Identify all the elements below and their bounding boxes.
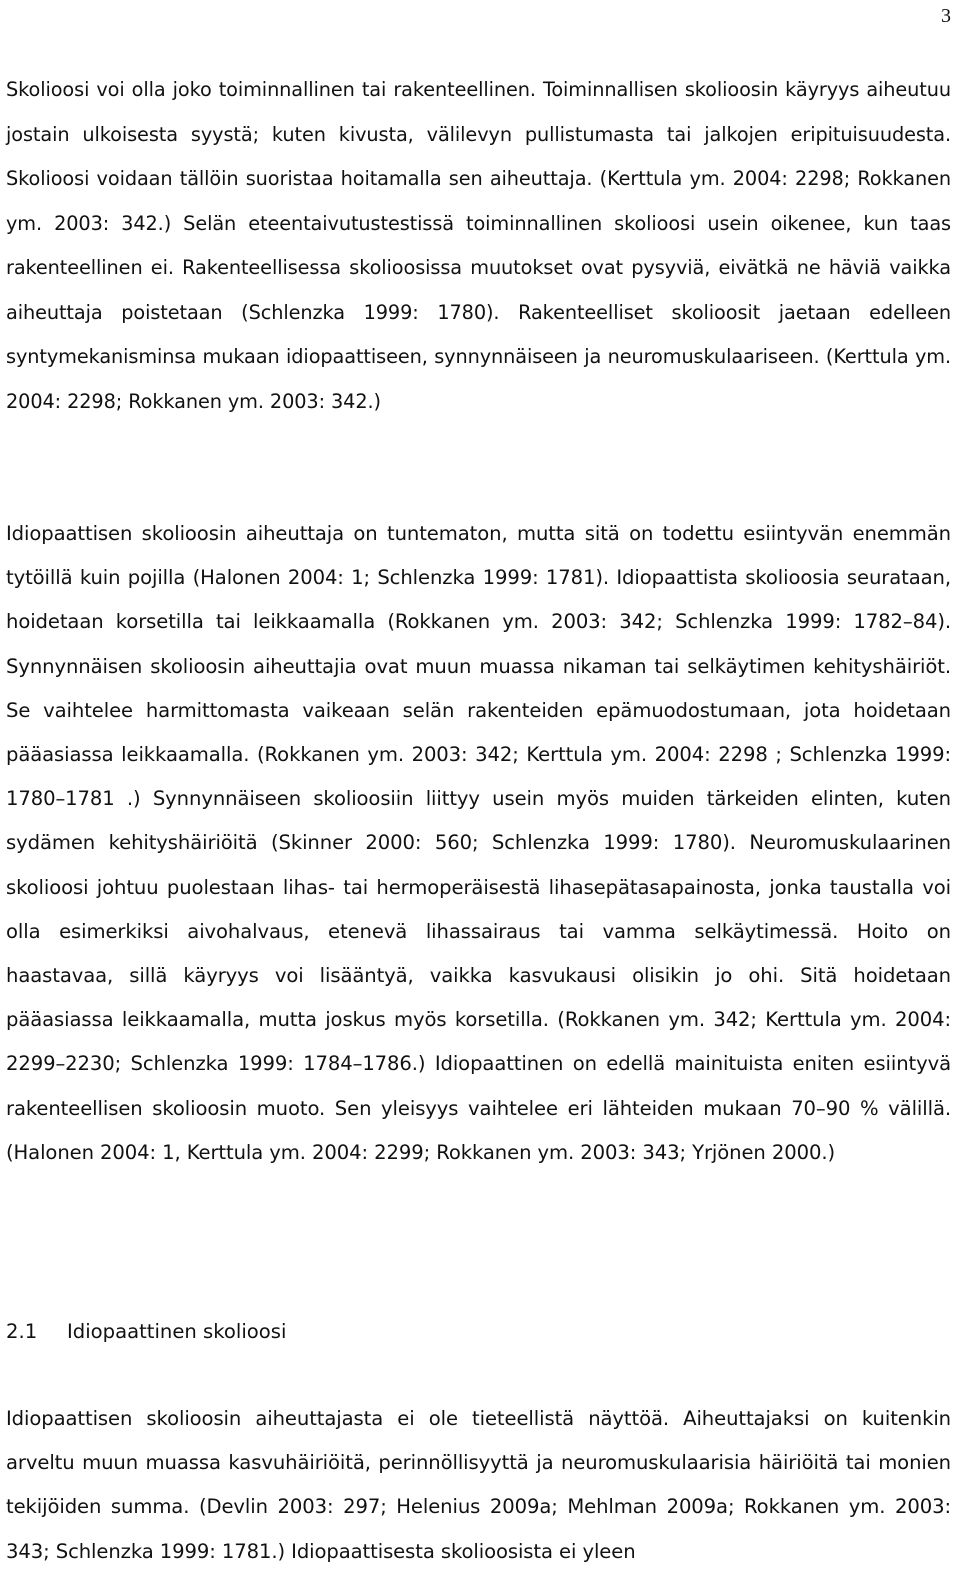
section-heading [6,1312,286,1352]
paragraph-idiopathic: Idiopaattisen skolioosin aiheuttajasta ei ole tieteellistä näyttöä. Aiheuttajaksi on kuitenkin arveltu muun muassa kasvuhäiriöitä, perinnöllisyyttä ja neuromuskulaarisia häiriöitä tai monien tekijöiden summa. (Devlin 2003: 297; Helenius 2009a; Mehlman 2009a; Rokkanen ym. 2003: 343; Schlenzka 1999: 1781.) Idiopaattisesta skolioosista ei yleen [6,1407,951,1563]
section-number: 2.1 [6,1320,38,1343]
section-title: Idiopaattinen skolioosi [67,1320,287,1343]
paragraph-scoliosis-types: Skolioosi voi olla joko toiminnallinen tai rakenteellinen. Toiminnallisen skolioosin käyryys aiheutuu jostain ulkoisesta syystä; kuten kivusta, välilevyn pullistumasta tai jalkojen eripituisuudesta. Skolioosi voidaan tällöin suoristaa hoitamalla sen aiheuttaja. (Kerttula ym. 2004: 2298; Rokkanen ym. 2003: 342.) Selän eteentaivutustestissä toiminnallinen skolioosi usein oikenee, kun taas rakenteellinen ei. Rakenteellisessa skolioosissa muutokset ovat pysyviä, eivätkä ne häviä vaikka aiheuttaja poistetaan (Schlenzka 1999: 1780). Rakenteelliset skolioosit jaetaan edelleen syntymekanisminsa mukaan idiopaattiseen, synnynnäiseen ja neuromuskulaariseen. (Kerttula ym. 2004: 2298; Rokkanen ym. 2003: 342.) [6,78,951,413]
page-number: 3 [941,5,951,27]
paragraph-scoliosis-causes: Idiopaattisen skolioosin aiheuttaja on tuntematon, mutta sitä on todettu esiintyvän enemmän tytöillä kuin pojilla (Halonen 2004: 1; Schlenzka 1999: 1781). Idiopaattista skolioosia seurataan, hoidetaan korsetilla tai leikkaamalla (Rokkanen ym. 2003: 342; Schlenzka 1999: 1782–84). Synnynnäisen skolioosin aiheuttajia ovat muun muassa nikaman tai selkäytimen kehityshäiriöt. Se vaihtelee harmittomasta vaikeaan selän rakenteiden epämuodostumaan, jota hoidetaan pääasiassa leikkaamalla. (Rokkanen ym. 2003: 342; Kerttula ym. 2004: 2298 ; Schlenzka 1999: 1780–1781 .) Synnynnäiseen skolioosiin liittyy usein myös muiden tärkeiden elinten, kuten sydämen kehityshäiriöitä (Skinner 2000: 560; Schlenzka 1999: 1780). Neuromuskulaarinen skolioosi johtuu puolestaan lihas- tai hermoperäisestä lihasepätasapainosta, jonka taustalla voi olla esimerkiksi aivohalvaus, etenevä lihassairaus tai vamma selkäytimessä. Hoito on haastavaa, sillä käyryys voi lisääntyä, vaikka kasvukausi olisikin jo ohi. Sitä hoidetaan pääasiassa leikkaamalla, mutta joskus myös korsetilla. (Rokkanen ym. 342; Kerttula ym. 2004: 2299–2230; Schlenzka 1999: 1784–1786.) Idiopaattinen on edellä mainituista eniten esiintyvä rakenteellisen skolioosin muoto. Sen yleisyys vaihtelee eri lähteiden mukaan 70–90 % välillä. (Halonen 2004: 1, Kerttula ym. 2004: 2299; Rokkanen ym. 2003: 343; Yrjönen 2000.) [6,522,951,1164]
